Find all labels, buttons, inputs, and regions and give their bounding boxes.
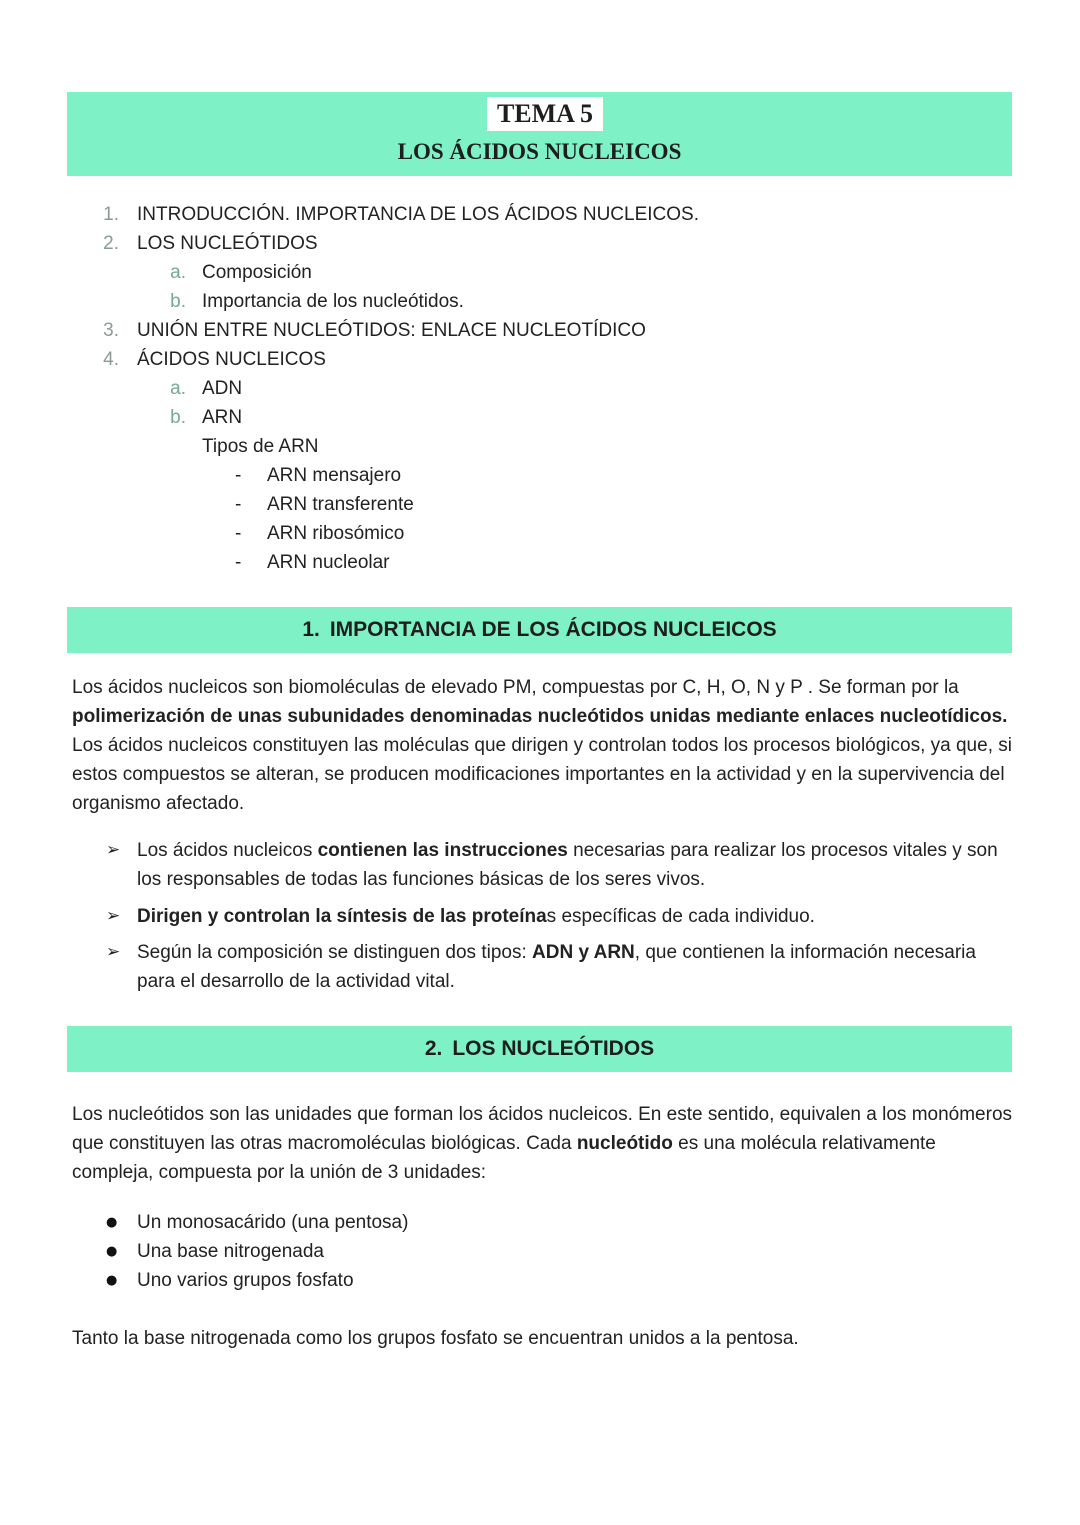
toc-subitem-letter: a.: [170, 262, 186, 283]
toc-item-number: 2.: [103, 233, 119, 254]
dash-marker: -: [235, 465, 242, 486]
dash-marker: -: [235, 523, 242, 544]
dot-bullet-icon: ●: [106, 1273, 118, 1288]
section-2-heading: [67, 1026, 1012, 1072]
section-2-closing-paragraph: [72, 1324, 1012, 1353]
rna-types-label: [0, 432, 1080, 461]
section-1-paragraph-2: [72, 731, 1012, 818]
section-1-paragraph: [72, 673, 1012, 731]
section-2-paragraph: [72, 1100, 1012, 1187]
rna-type-item: [0, 461, 1080, 490]
toc-item: [0, 200, 1080, 229]
paragraph-text: Los ácidos nucleicos constituyen las moléculas que dirigen y controlan todos los procesos biológicos, ya que, si estos compuestos se alteran, se producen modificaciones importantes en la actividad y en la supervivencia del organismo afectado.: [72, 735, 1012, 814]
bullet-text: , que contienen la información necesaria para el desarrollo de la actividad vital.: [137, 942, 976, 992]
list-item: [106, 1237, 1009, 1266]
bullet-text: necesarias para realizar los procesos vitales y son los responsables de todas las funciones básicas de los seres vivos.: [137, 840, 998, 890]
paragraph-text: Los nucleótidos son las unidades que forman los ácidos nucleicos. En este sentido, equivalen a los monómeros que constituyen las otras macromoléculas biológicas. Cada: [72, 1104, 1013, 1154]
dash-marker: -: [235, 552, 242, 573]
bullet-bold-text: ADN y ARN: [532, 942, 635, 963]
bullet-text: Una base nitrogenada: [137, 1241, 324, 1262]
toc-item: [0, 316, 1080, 345]
section-2-bullet-list: [0, 1208, 1080, 1295]
title-band: [67, 92, 1012, 176]
arrow-bullet-icon: ➢: [106, 942, 121, 962]
toc-subitem: [0, 287, 1080, 316]
toc-subitem-text: Importancia de los nucleótidos.: [202, 291, 464, 312]
rna-type-item: [0, 519, 1080, 548]
bullet-text: Según la composición se distinguen dos tipos:: [137, 942, 533, 963]
toc-subitem: [0, 403, 1080, 432]
bullet-text: s específicas de cada individuo.: [546, 905, 815, 927]
rna-type-text: ARN ribosómico: [267, 523, 405, 544]
toc-item-text: INTRODUCCIÓN. IMPORTANCIA DE LOS ÁCIDOS NUCLEICOS.: [137, 204, 699, 225]
dash-marker: -: [235, 494, 242, 515]
list-item: [106, 902, 1009, 931]
paragraph-bold-text: nucleótido: [576, 1133, 673, 1154]
table-of-contents: [0, 200, 1080, 577]
toc-subitem-letter: b.: [170, 407, 186, 428]
toc-subitem: [0, 374, 1080, 403]
section-1-heading: [67, 607, 1012, 653]
paragraph-bold-text: polimerización de unas subunidades denominadas nucleótidos unidas mediante enlaces nucleotídicos.: [72, 706, 1008, 727]
list-item: [106, 938, 1009, 996]
section-1-bullet-list: [0, 836, 1080, 996]
paragraph-text: es una molécula relativamente compleja, compuesta por la unión de 3 unidades:: [72, 1133, 936, 1183]
tema-label: TEMA 5: [487, 97, 603, 131]
toc-item-number: 3.: [103, 320, 119, 341]
dot-bullet-icon: ●: [106, 1215, 118, 1230]
dot-bullet-icon: ●: [106, 1244, 118, 1259]
bullet-bold-text: Dirigen y controlan la síntesis de las proteína: [137, 905, 547, 927]
rna-type-text: ARN nucleolar: [267, 552, 390, 573]
toc-subitem: [0, 258, 1080, 287]
rna-type-item: [0, 548, 1080, 577]
toc-subitem-text: ADN: [202, 378, 243, 399]
bullet-text: Los ácidos nucleicos: [137, 840, 318, 861]
rna-type-text: ARN mensajero: [267, 465, 402, 486]
toc-item-text: UNIÓN ENTRE NUCLEÓTIDOS: ENLACE NUCLEOTÍDICO: [137, 320, 646, 341]
toc-item-number: 4.: [103, 349, 119, 370]
toc-subitem-text: Composición: [202, 262, 312, 283]
section-2-title: LOS NUCLEÓTIDOS: [452, 1037, 655, 1060]
paragraph-text: Tanto la base nitrogenada como los grupos fosfato se encuentran unidos a la pentosa.: [72, 1328, 799, 1349]
toc-subitem-letter: b.: [170, 291, 186, 312]
paragraph-text: Los ácidos nucleicos son biomoléculas de elevado PM, compuestas por C, H, O, N y P . Se forman por la: [72, 677, 959, 698]
arrow-bullet-icon: ➢: [106, 905, 121, 926]
section-2-number: 2.: [424, 1037, 443, 1060]
list-item: [106, 836, 1009, 894]
rna-types-label-text: Tipos de ARN: [202, 436, 319, 457]
list-item: [106, 1266, 1009, 1295]
toc-item-text: LOS NUCLEÓTIDOS: [137, 233, 318, 254]
bullet-text: Uno varios grupos fosfato: [137, 1270, 354, 1291]
toc-subitem-letter: a.: [170, 378, 186, 399]
toc-item-text: ÁCIDOS NUCLEICOS: [137, 349, 326, 370]
bullet-text: Un monosacárido (una pentosa): [137, 1212, 409, 1233]
bullet-bold-text: contienen las instrucciones: [317, 840, 568, 861]
page-title: LOS ÁCIDOS NUCLEICOS: [397, 139, 682, 164]
toc-item: [0, 345, 1080, 374]
rna-type-text: ARN transferente: [267, 494, 414, 515]
section-1-number: 1.: [302, 618, 320, 641]
arrow-bullet-icon: ➢: [106, 840, 121, 860]
section-1-title: IMPORTANCIA DE LOS ÁCIDOS NUCLEICOS: [329, 618, 777, 641]
rna-type-item: [0, 490, 1080, 519]
toc-item-number: 1.: [103, 204, 119, 225]
list-item: [106, 1208, 1009, 1237]
toc-item: [0, 229, 1080, 258]
toc-subitem-text: ARN: [202, 407, 243, 428]
